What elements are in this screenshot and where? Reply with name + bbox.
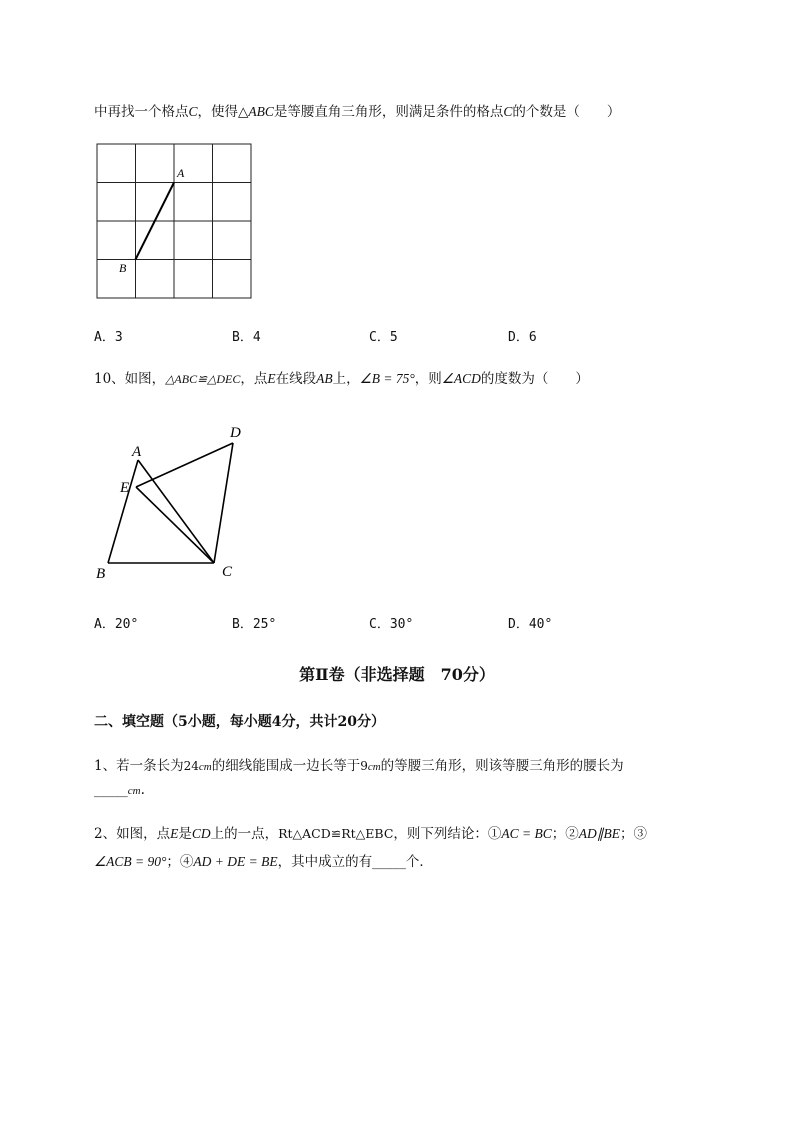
fill1-text-a: 1、若一条长为 bbox=[94, 758, 184, 774]
point-a-label: A bbox=[132, 444, 142, 460]
fill2-stem bbox=[94, 822, 647, 842]
q9-var-c: C bbox=[188, 104, 198, 119]
q10-text-d: 上， bbox=[332, 371, 360, 387]
fill1-len1: 24 bbox=[183, 759, 199, 773]
q10-angle-b: ∠B = 75° bbox=[359, 371, 415, 386]
fill2-var-e: E bbox=[170, 826, 179, 841]
q10-option-d[interactable]: D．40° bbox=[508, 617, 553, 632]
fill2-var-cd: CD bbox=[191, 826, 211, 841]
fill1-len2: 9 bbox=[360, 759, 368, 773]
q9-var-c2: C bbox=[503, 104, 513, 119]
q10-text-a: 10、如图， bbox=[94, 371, 166, 387]
fill1-blank[interactable]: _____ bbox=[94, 782, 128, 798]
point-a-label: A bbox=[177, 166, 185, 180]
fill2-text-g: ；④ bbox=[166, 854, 194, 870]
fill1-unit3: cm bbox=[127, 785, 141, 797]
q9-var-abc: ABC bbox=[248, 104, 274, 119]
fill2-conclusion-3: ∠ACB = 90° bbox=[94, 854, 167, 869]
fill1-text-c: 的等腰三角形，则该等腰三角形的腰长为 bbox=[380, 758, 624, 774]
segment-e-c bbox=[136, 487, 214, 563]
fill2-congruence: Rt△ACD≌Rt△EBC bbox=[278, 826, 394, 841]
fill2-conclusion-4: AD + DE = BE bbox=[193, 854, 278, 869]
fill2-conclusion-2: AD∥BE bbox=[578, 826, 621, 841]
q9-grid-figure bbox=[90, 140, 260, 305]
q9-text-a: 中再找一个格点 bbox=[94, 104, 189, 120]
segment-a-c bbox=[138, 460, 214, 563]
segment-b-a bbox=[108, 460, 138, 563]
q9-text-d: 的个数是（ ） bbox=[512, 104, 621, 120]
q10-text-f: 的度数为（ ） bbox=[480, 371, 589, 387]
point-b-label: B bbox=[96, 566, 106, 582]
q10-angle-acd: ∠ACD bbox=[441, 371, 481, 386]
q9-option-b[interactable]: B．4 bbox=[232, 330, 261, 345]
q10-congruence: △ABC≌△DEC bbox=[165, 372, 241, 386]
fill1-unit1: cm bbox=[198, 761, 212, 773]
fill2-text-e: ；② bbox=[551, 826, 579, 842]
fill1-text-b: 的细线能围成一边长等于 bbox=[211, 758, 361, 774]
q10-text-b: ，点 bbox=[240, 371, 268, 387]
fill1-stem bbox=[94, 754, 624, 774]
fill1-unit2: cm bbox=[367, 761, 381, 773]
point-c-label: C bbox=[222, 564, 233, 580]
q9-option-a[interactable]: A．3 bbox=[94, 330, 123, 345]
q9-text-b: ，使得△ bbox=[197, 104, 249, 120]
section-title: 第Ⅱ卷（非选择题 70分） bbox=[299, 665, 495, 684]
fill2-conclusion-1: AC = BC bbox=[501, 826, 552, 841]
fill1-end: . bbox=[140, 782, 145, 798]
fill2-text-c: 上的一点， bbox=[210, 826, 279, 842]
q10-var-ab: AB bbox=[316, 371, 333, 386]
q10-stem bbox=[94, 367, 589, 387]
fill2-stem-line2 bbox=[94, 850, 433, 870]
fill2-text-b: 是 bbox=[178, 826, 192, 842]
q10-option-b[interactable]: B．25° bbox=[232, 617, 277, 632]
segment-d-c bbox=[214, 443, 233, 563]
fill2-blank[interactable]: _____ bbox=[372, 854, 406, 870]
q9-option-c[interactable]: C．5 bbox=[369, 330, 398, 345]
q10-option-c[interactable]: C．30° bbox=[369, 617, 414, 632]
fill2-text-d: ，则下列结论：① bbox=[393, 826, 502, 842]
q9-stem bbox=[94, 100, 620, 120]
q9-option-d[interactable]: D．6 bbox=[508, 330, 537, 345]
q9-text-c: 是等腰直角三角形，则满足条件的格点 bbox=[273, 104, 504, 120]
fill2-text-a: 2、如图，点 bbox=[94, 826, 171, 842]
point-e-label: E bbox=[120, 480, 130, 496]
fill2-text-h: ，其中成立的有 bbox=[277, 854, 373, 870]
q10-text-c: 在线段 bbox=[275, 371, 317, 387]
segment-e-d bbox=[136, 443, 233, 487]
point-d-label: D bbox=[230, 425, 241, 441]
fill1-answer-line bbox=[94, 782, 145, 798]
q10-var-e: E bbox=[267, 371, 276, 386]
fill2-text-f: ；③ bbox=[620, 826, 648, 842]
point-b-label: B bbox=[119, 261, 127, 275]
fill2-text-i: 个． bbox=[405, 854, 433, 870]
q10-triangle-figure bbox=[90, 418, 260, 586]
part-heading: 二、填空题（5小题，每小题4分，共计20分） bbox=[94, 714, 385, 730]
q10-text-e: ，则 bbox=[414, 371, 442, 387]
q10-option-a[interactable]: A．20° bbox=[94, 617, 139, 632]
